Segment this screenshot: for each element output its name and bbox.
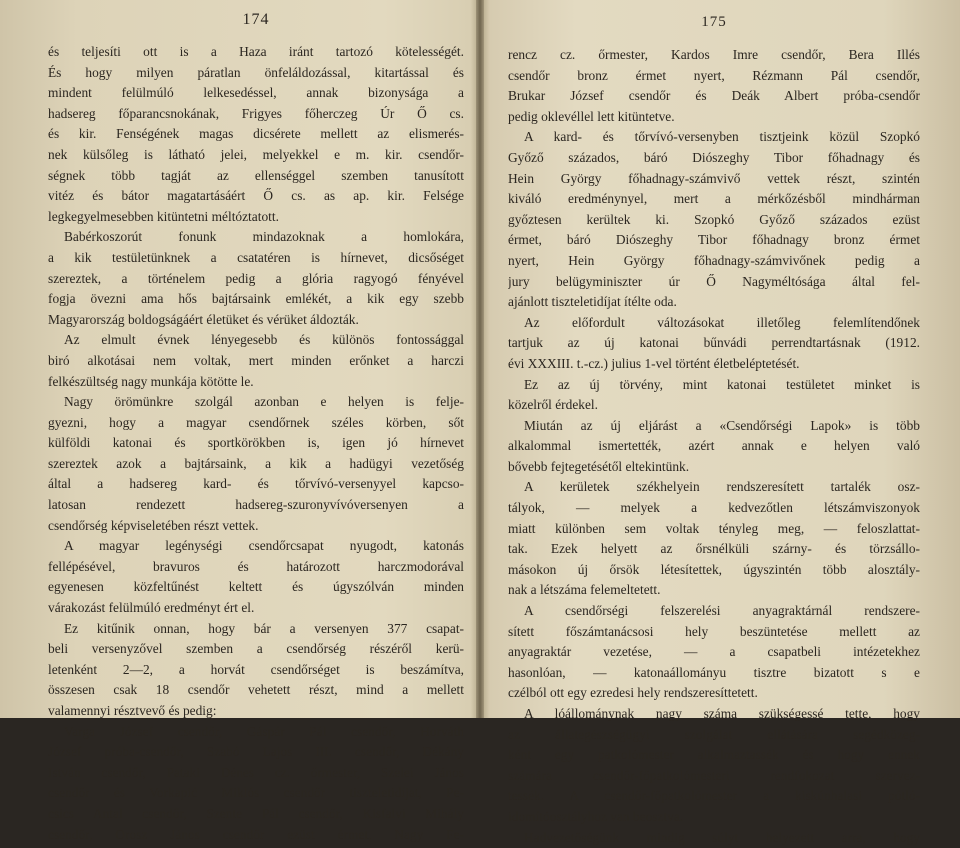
text-line: tályok, — melyek a kedvezőtlen létszámviszonyok: [508, 500, 920, 516]
text-line: Hadvezetőségünk mindig súlyt helyezett arra, hogy: [524, 829, 920, 845]
text-line: csendőr bronz érmet nyert, Rézmann Pál csendőr,: [508, 67, 920, 83]
text-line: hasonlóan, — katonaállományu tisztre bizatott s e: [508, 664, 920, 680]
text-line: összesen csak 18 csendőr vehetett részt, mind a mellett: [48, 682, 464, 698]
book-gutter: [476, 0, 484, 718]
text-line: Győző százados, báró Diószeghy Tibor főhadnagy és: [508, 149, 920, 165]
text-line: A kard- és tőrvívó-versenyben tisztjeink közül Szopkó: [524, 129, 920, 145]
text-line: tak. Ezek helyett az őrsnélküli szárny- és törzsállo-: [508, 541, 920, 557]
text-line: A lóállománynak nagy száma szükségessé tette, hogy: [524, 706, 920, 721]
text-line: A magyar legénységi csendőrcsapat nyugodt, katonás: [64, 538, 464, 554]
text-line: az állategészségügyi szolgálat ellátására segédközeg-: [508, 726, 920, 742]
text-line: évi XXXIII. t.-cz.) julius 1-vel történt életbeléptetését.: [508, 355, 800, 371]
text-line: Az elmult évnek lényegesebb és különös fontossággal: [64, 332, 464, 348]
text-line: és teljesíti ott is a Haza iránt tartozó kötelességét.: [48, 44, 464, 59]
left-page-body: [48, 42, 464, 845]
text-line: a kik testületünknek a csatatéren is hírnevet, dicsőséget: [48, 249, 464, 265]
text-line: István csendőr, Pataki Dénes cz. őrmester, Szelei János: [48, 764, 464, 780]
text-line: latosan rendezett hadsereg-szuronyvívóversenyen a: [48, 497, 464, 513]
right-page-body: [508, 45, 920, 848]
text-line: beli versenyzővel szemben a csendőrség részéről kerü-: [48, 641, 464, 657]
text-line: valamennyi résztvevő és pedig:: [48, 703, 217, 718]
text-line: csics Antal csendőr, Szente Pál csendőr, Kisfalvi Mihály: [48, 805, 464, 821]
text-line: ségnek több tagját az ellenséggel szemben tanusított: [48, 167, 464, 183]
text-line: anyagraktár vezetése, — a csapatbeli intézetekhez: [508, 644, 920, 660]
text-line: Babérkoszorút fonunk mindazoknak a homlokára,: [64, 229, 464, 245]
text-line: számára csendőr-főpatkolómesteri rendfokozat szervez-: [508, 767, 920, 783]
text-line: Ez kitűnik onnan, hogy bár a versenyen 377 csapat-: [64, 620, 464, 636]
text-line: nek külsőleg is látható jelei, melyekkel e m. kir. csendőr-: [48, 146, 464, 162]
text-line: érmet, báró Diószeghy Tibor főhadnagy bronz érmet: [508, 232, 920, 248]
text-line: kiváló eredménynyel, mert a mérkőzésből mindhárman: [508, 191, 920, 207]
text-line: Miután az új eljárást a «Csendőrségi Lapok» is több: [524, 417, 920, 433]
text-line: másokon új őrsök létesítettek, úgyszintén több alosztály-: [508, 561, 920, 577]
text-line: Az előfordult változásokat illetőleg felemlítendőnek: [524, 314, 920, 330]
text-line: Hein György főhadnagy-számvivő vettek részt, szintén: [508, 170, 920, 186]
text-line: szereztek azok a bajtársaink, a kik a hadügyi vezetőség: [48, 455, 464, 471]
text-line: fogja övezni ama hős bajtársaink emlékét, a kik egy szebb: [48, 291, 464, 307]
text-line: tessék. A csendőr-főpatkolómester a kiskúnhalasi pótló-: [508, 788, 920, 804]
left-page: [0, 0, 480, 842]
text-line: hadsereg főparancsnokának, Frigyes főherczeg Úr Ő cs.: [48, 105, 464, 121]
text-line: csendőr, Orosz János csendőr ezüst érmet, Nagy Fe-: [48, 826, 464, 842]
text-line: ajánlott tiszteletidíjat ítélte oda.: [508, 294, 677, 310]
text-line: Brukar József csendőr és Deák Albert próba-csendőr: [508, 88, 920, 104]
text-line: bővebb fejtegetésétől eltekintünk.: [508, 458, 690, 474]
text-line: A csendőrségi felszerelési anyagraktárnál rendszere-: [524, 603, 920, 619]
text-line: vitéz és bátor magatartásáért Ő cs. as ap. kir. Felsége: [48, 188, 464, 204]
text-line: miatt különben sem voltak tényleg meg, — feloszlattat-: [508, 520, 920, 536]
text-line: által a hadsereg kard- és tőrvívó-versenyyel kapcso-: [48, 476, 464, 492]
text-line: csendőr és Vorkapić Miklós csendőr tiszteletidíjat, Pe-: [48, 785, 464, 801]
text-line: idomítóosztályhoz van beosztva.: [508, 808, 684, 824]
right-page: [484, 0, 960, 845]
text-line: győztesen kerültek ki. Szopkó Győző százados ezüst: [508, 211, 920, 227]
text-line: fellépésével, bravuros és határozott harczmodorával: [48, 558, 464, 574]
text-line: alkalommal ismertették, azért annak e helyen való: [508, 438, 920, 454]
text-line: legkegyelmesebben kitüntetni méltóztatott.: [48, 208, 279, 224]
text-line: nak a létszáma felemeltetett.: [508, 582, 661, 598]
text-line: várakozást felülmúló eredményt ért el.: [48, 600, 255, 616]
text-line: letenként 2—2, a horvát csendőrséget is beszámítva,: [48, 661, 464, 677]
text-line: nyert, Hein György főhadnagy-számvivőnek pedig a: [508, 252, 920, 268]
text-line: közelről érdekel.: [508, 397, 598, 413]
text-line: szereztek, a történelem pedig a glória ragyogó fényével: [48, 270, 464, 286]
text-line: József próba-csendőr, Szabó Lajos III. csendőr, Dékány: [48, 744, 464, 760]
right-page-number: 175: [701, 14, 727, 30]
text-line: Ez az új törvény, mint katonai testületet minket is: [524, 376, 920, 392]
text-line: jury belügyminiszter úr Ő Nagyméltósága által fel-: [508, 273, 920, 289]
text-line: mindent felülmúló lelkesedéssel, annak bizonysága a: [48, 85, 464, 101]
text-line: pedig oklevéllel lett kitüntetve.: [508, 108, 675, 124]
text-line: Magyarország boldogságáért életüket és vérüket áldozták.: [48, 311, 359, 327]
text-line: egyenesen közfeltűnést keltett és úgyszólván minden: [48, 579, 464, 595]
text-line: sített főszámtanácsosi hely beszüntetése mellett az: [508, 623, 920, 639]
text-line: gyezni, hogy a magyar csendőrnek széles körben, sőt: [48, 414, 464, 430]
text-line: ként egy patkolómester alkalmaztassék és hogy ennek: [508, 747, 920, 763]
text-line: tartjuk az új katonai bűnvádi perrendtartásnak (1912.: [508, 335, 920, 351]
text-line: és kir. Fenségének magas dicsérete mellett az elismerés-: [48, 126, 464, 142]
left-page-number: 174: [242, 11, 270, 28]
text-line: A kerületek székhelyein rendszeresített tartalék osz-: [524, 479, 920, 495]
text-line: És hogy milyen páratlan önfeláldozással, kitartással és: [48, 64, 464, 80]
text-line: czélból ott egy ezredesi hely rendszeresíttetett.: [508, 685, 758, 701]
text-line: felkészültség nagy munkája kötötte le.: [48, 373, 254, 389]
text-line: Nagy örömünkre szolgál azonban e helyen is felje-: [64, 394, 464, 410]
text-line: Varga József csendőr, Gáspár Pál csendőr, Horváth: [64, 723, 464, 739]
text-line: csendőrség képviseletében részt vettek.: [48, 517, 259, 533]
text-line: biró alkotásai nem voltak, mert minden erőnket a harczi: [48, 352, 464, 368]
text-line: rencz cz. őrmester, Kardos Imre csendőr, Bera Illés: [508, 47, 920, 62]
text-line: külföldi katonai és sportkörökben is, igen jó hírnevet: [48, 435, 464, 451]
